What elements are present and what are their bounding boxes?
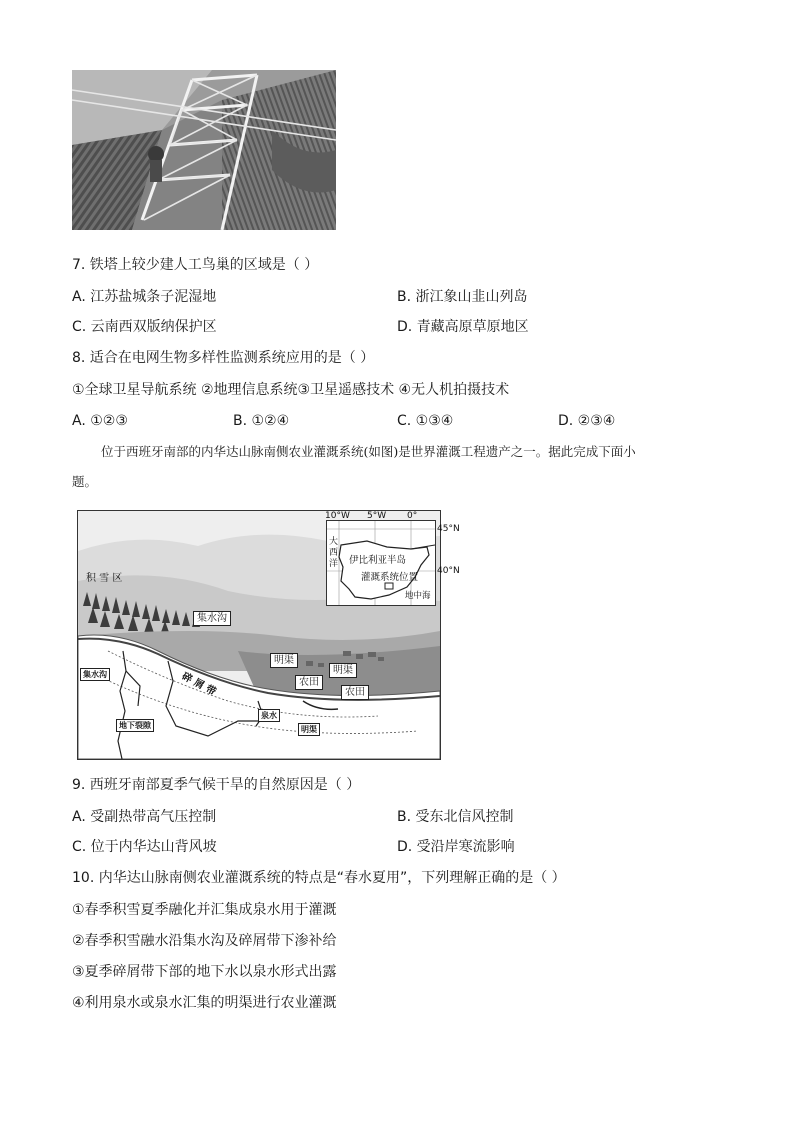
q10-item-3: ③夏季碎屑带下部的地下水以泉水形式出露 <box>72 964 337 980</box>
q9-option-b[interactable]: B. 受东北信风控制 <box>397 809 514 825</box>
inset-peninsula-label: 伊比利亚半岛 <box>349 555 407 566</box>
q7-option-d[interactable]: D. 青藏高原草原地区 <box>397 319 529 335</box>
q9-option-c[interactable]: C. 位于内华达山背风坡 <box>72 839 217 855</box>
q8-items: ①全球卫星导航系统 ②地理信息系统③卫星遥感技术 ④无人机拍摄技术 <box>72 382 510 398</box>
q7-option-b[interactable]: B. 浙江象山韭山列岛 <box>397 289 528 305</box>
q8-option-d[interactable]: D. ②③④ <box>558 413 616 429</box>
inset-lon-10w: 10°W <box>325 511 350 521</box>
snow-zone-label: 积 雪 区 <box>86 573 123 584</box>
q10-item-2: ②春季积雪融水沿集水沟及碎屑带下渗补给 <box>72 933 337 949</box>
inset-locator-map <box>325 511 460 606</box>
passage-line-1: 位于西班牙南部的内华达山脉南侧农业灌溉系统(如图)是世界灌溉工程遗产之一。据此完成下面小 <box>101 444 636 459</box>
open-canal-b-label: 明渠 <box>329 663 357 678</box>
q7-stem: 7. 铁塔上较少建人工鸟巢的区域是（ ） <box>72 257 319 273</box>
passage-line-2: 题。 <box>72 474 98 489</box>
collector-ditch-left-label: 集水沟 <box>80 668 110 681</box>
open-canal-a-label: 明渠 <box>270 653 298 668</box>
q10-item-1: ①春季积雪夏季融化并汇集成泉水用于灌溉 <box>72 902 337 918</box>
inset-mediterranean-label: 地中海 <box>405 591 431 601</box>
power-tower-photo-icon <box>72 70 336 230</box>
spring-label: 泉水 <box>258 709 280 722</box>
underground-fissure-label: 地下裂隙 <box>116 719 154 732</box>
q8-option-c[interactable]: C. ①③④ <box>397 413 454 429</box>
q8-stem: 8. 适合在电网生物多样性监测系统应用的是（ ） <box>72 350 375 366</box>
inset-lon-5w: 5°W <box>367 511 387 521</box>
farmland-b-label: 农田 <box>341 685 369 700</box>
q8-option-a[interactable]: A. ①②③ <box>72 413 128 429</box>
inset-atlantic-label: 大西洋 <box>329 537 339 569</box>
open-canal-bottom-label: 明渠 <box>298 723 320 736</box>
q10-stem: 10. 内华达山脉南侧农业灌溉系统的特点是“春水夏用”，下列理解正确的是（ ） <box>72 870 566 886</box>
q10-item-4: ④利用泉水或泉水汇集的明渠进行农业灌溉 <box>72 995 337 1011</box>
q8-option-b[interactable]: B. ①②④ <box>233 413 290 429</box>
inset-lat-45n: 45°N <box>437 524 460 534</box>
collector-ditch-upper-label: 集水沟 <box>193 611 231 626</box>
q9-option-a[interactable]: A. 受副热带高气压控制 <box>72 809 217 825</box>
inset-location-label: 灌溉系统位置 <box>361 572 419 583</box>
power-tower-photo <box>72 70 336 230</box>
q7-option-c[interactable]: C. 云南西双版纳保护区 <box>72 319 217 335</box>
talus-belt-label: 碎 屑 带 <box>179 671 218 699</box>
q9-stem: 9. 西班牙南部夏季气候干旱的自然原因是（ ） <box>72 777 361 793</box>
farmland-a-label: 农田 <box>295 675 323 690</box>
q7-option-a[interactable]: A. 江苏盐城条子泥湿地 <box>72 289 217 305</box>
q9-option-d[interactable]: D. 受沿岸寒流影响 <box>397 839 515 855</box>
inset-lat-40n: 40°N <box>437 566 460 576</box>
inset-lon-0: 0° <box>407 511 418 521</box>
